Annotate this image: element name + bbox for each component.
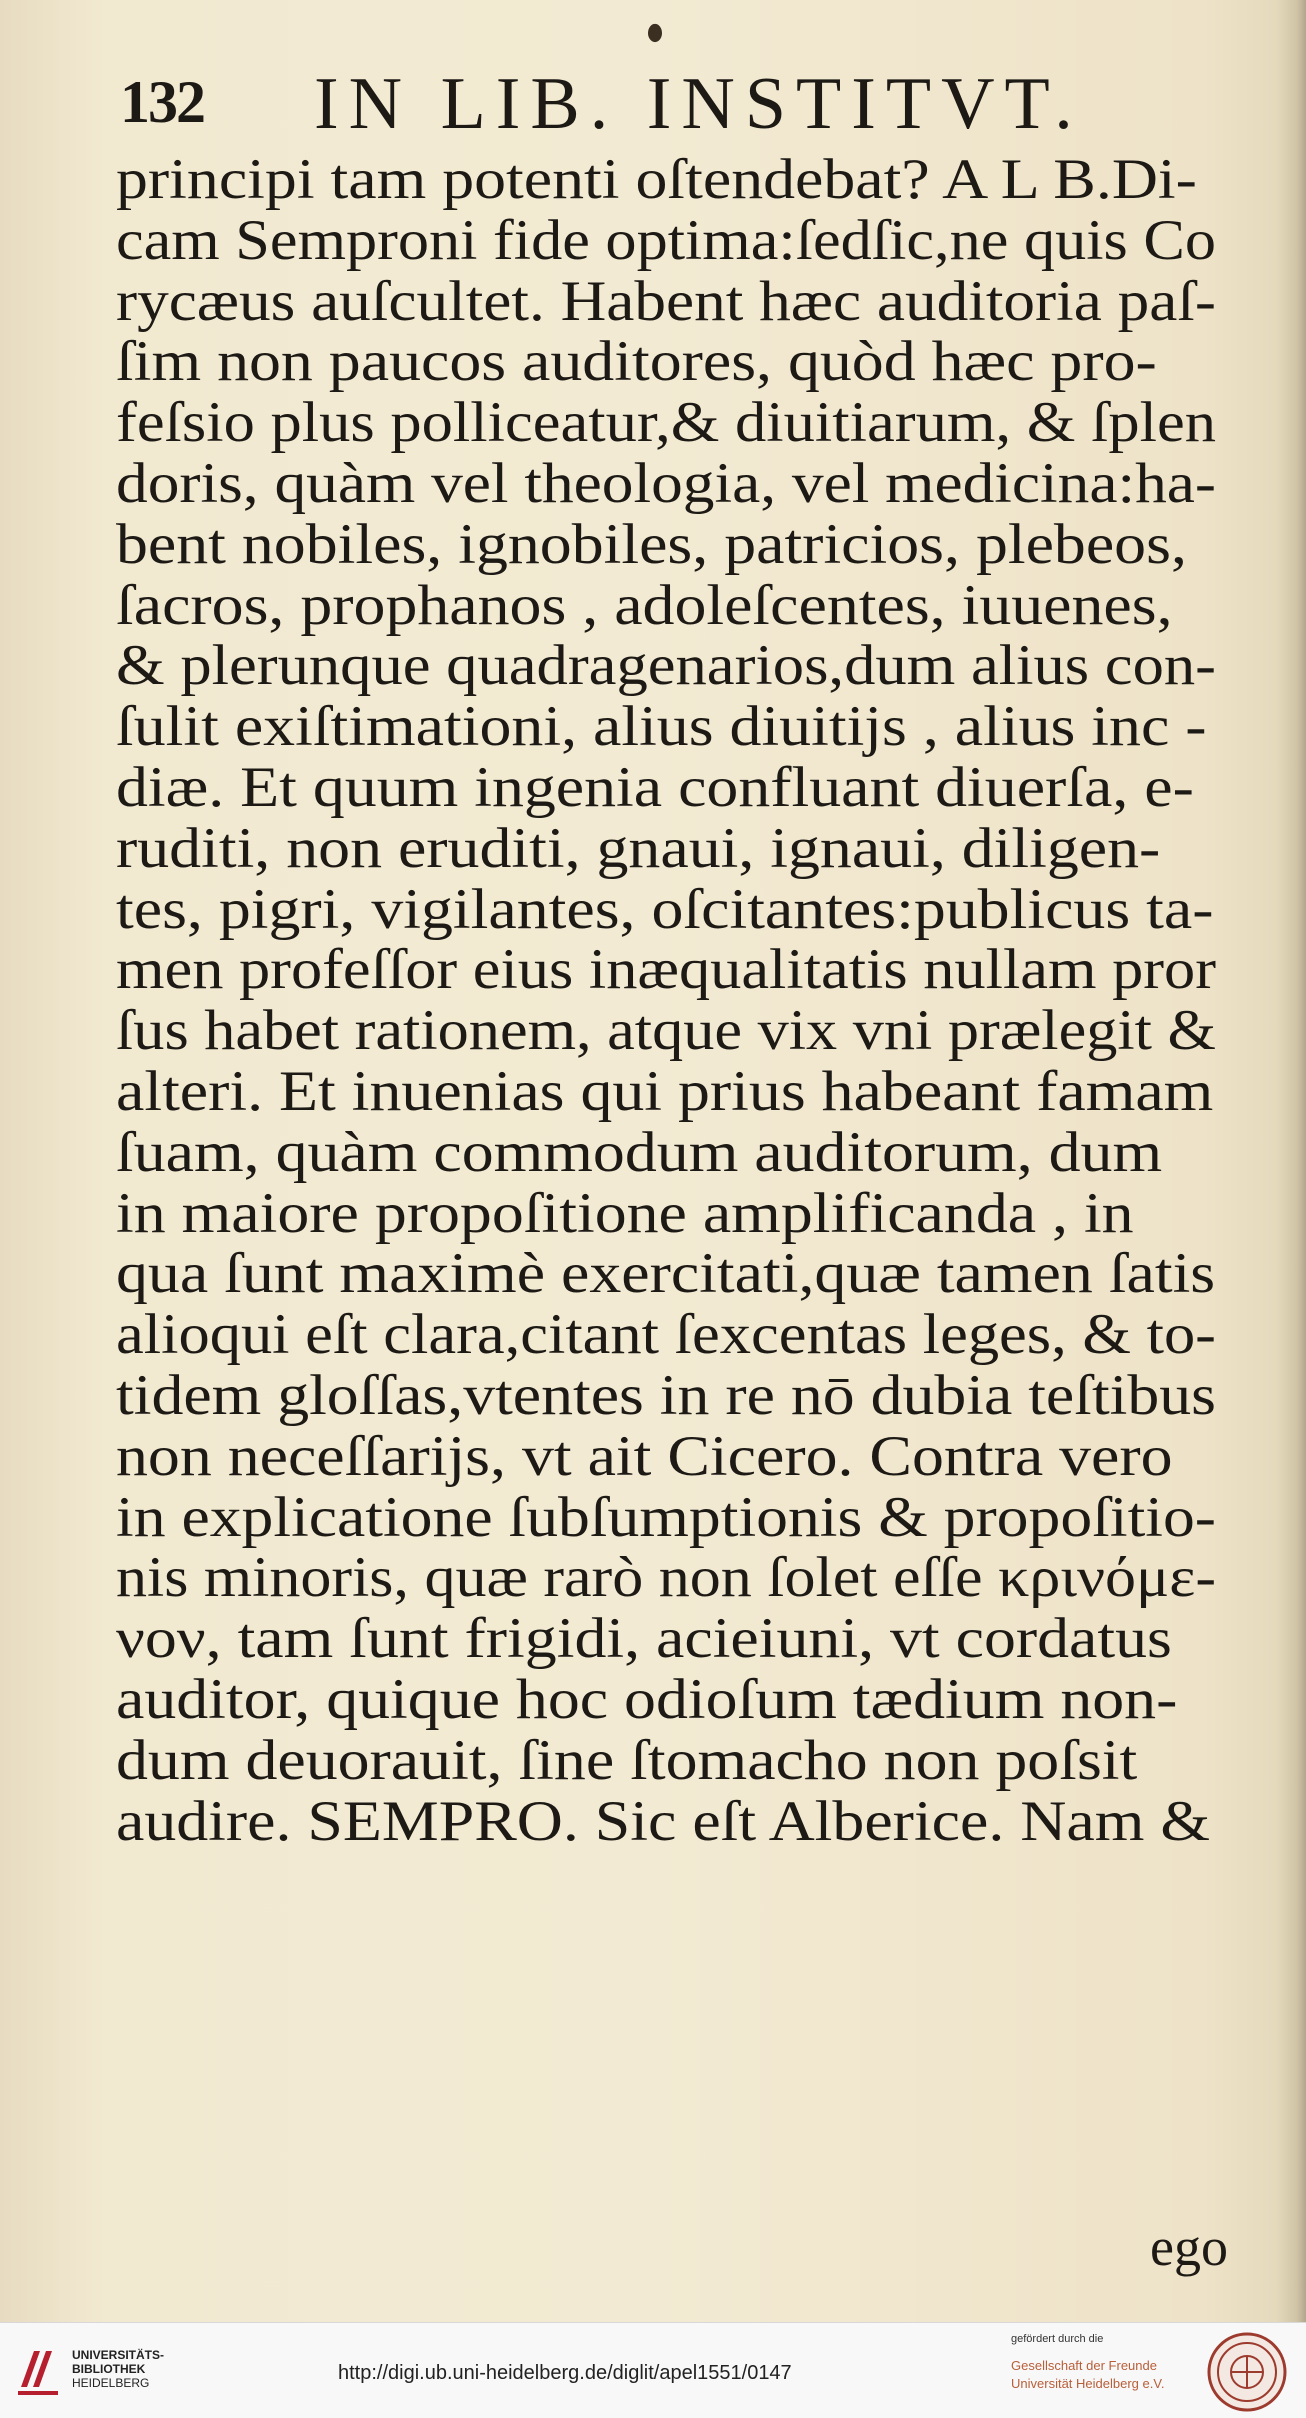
text-line-content: ſim non paucos auditores, quòd hæc pro- (116, 330, 1157, 394)
text-line-content: bent nobiles, ignobiles, patricios, plebeos, (116, 512, 1187, 576)
text-line-content: nis minoris, quæ rarò non ſolet eſſe κρινόμε- (116, 1546, 1216, 1610)
page-header (120, 62, 1240, 146)
text-line (116, 1305, 1266, 1366)
text-line-content: feſsio plus polliceatur,& diuitiarum, & ſplen (116, 391, 1216, 455)
text-line-content: principi tam potenti oſtendebat? A L B.Di- (116, 148, 1197, 211)
text-line (116, 1059, 1266, 1123)
society-name (1011, 2357, 1164, 2393)
text-line (116, 1789, 1266, 1853)
catchword: ego (1150, 2217, 1228, 2277)
library-name (72, 2348, 164, 2390)
text-line-content: ſulit exiſtimationi, alius diuitijs , alius inc - (116, 695, 1207, 759)
text-line-content: auditor, quique hoc odioſum tædium non- (116, 1667, 1178, 1731)
text-line-content: diæ. Et quum ingenia confluant diuerſa, e- (116, 755, 1194, 819)
text-line (116, 755, 1266, 819)
text-line-content: dum deuorauit, ſine ſtomacho non poſsit (116, 1728, 1138, 1792)
text-line (116, 877, 1266, 941)
main-text-block (116, 150, 1266, 1852)
running-title: IN LIB. INSTITVT. (314, 63, 1083, 145)
text-line (116, 940, 1266, 1001)
text-line-content: cam Semproni fide optima:ſedſic,ne quis Co (116, 208, 1216, 272)
text-line (116, 269, 1266, 333)
text-line (116, 1609, 1266, 1670)
text-line-content: alteri. Et inuenias qui prius habeant famam (116, 1059, 1214, 1123)
text-line-content: qua ſunt maximè exercitati,quæ tamen ſatis (116, 1242, 1216, 1306)
text-line (116, 1181, 1266, 1245)
text-line-content: men profeſſor eius inæqualitatis nullam pror (116, 938, 1216, 1002)
text-line (116, 1001, 1266, 1062)
text-line-content: ſus habet rationem, atque vix vni prælegit & (116, 999, 1216, 1063)
supported-by-text: gefördert durch die (1011, 2333, 1104, 2345)
text-line (116, 697, 1266, 758)
university-library-logo-icon (16, 2343, 62, 2397)
text-line (116, 1363, 1266, 1427)
text-line-content: & plerunque quadragenarios,dum alius con- (116, 634, 1216, 698)
text-line-content: ſacros, prophanos , adoleſcentes, iuuenes, (116, 573, 1173, 637)
text-line (116, 451, 1266, 515)
text-line-content: ſuam, quàm commodum auditorum, dum (116, 1120, 1163, 1184)
ink-mark (648, 24, 662, 42)
text-line (116, 512, 1266, 576)
text-line (116, 393, 1266, 454)
text-line-content: audire. SEMPRO. Sic eſt Alberice. Nam & (116, 1789, 1210, 1853)
text-line-content: tes, pigri, vigilantes, oſcitantes:publicus ta- (116, 877, 1214, 941)
text-line (116, 573, 1266, 637)
library-name-line-1: UNIVERSITÄTS- (72, 2348, 165, 2362)
text-line-content: tidem gloſſas,vtentes in re nō dubia teſtibus (116, 1363, 1216, 1427)
text-line (116, 1548, 1266, 1609)
permalink-url[interactable]: http://digi.ub.uni-heidelberg.de/diglit/apel1551/0147 (338, 2362, 792, 2384)
text-line (116, 1485, 1266, 1549)
society-line-2: Universität Heidelberg e.V. (1011, 2376, 1165, 2391)
text-line-content: rycæus auſcultet. Habent hæc auditoria paſ- (116, 269, 1216, 333)
society-line-1: Gesellschaft der Freunde (1011, 2358, 1157, 2373)
library-city: HEIDELBERG (72, 2376, 150, 2390)
digitization-footer (0, 2322, 1306, 2418)
text-line-content: νον, tam ſunt frigidi, acieiuni, vt cordatus (116, 1607, 1172, 1671)
text-line (116, 1667, 1266, 1731)
text-line (116, 636, 1266, 697)
text-line (116, 1120, 1266, 1184)
text-line-content: in explicatione ſubſumptionis & propoſitio- (116, 1485, 1216, 1549)
text-line (116, 150, 1266, 211)
text-line (116, 816, 1266, 880)
text-line-content: non neceſſarijs, vt ait Cicero. Contra vero (116, 1424, 1173, 1488)
text-line-content: ruditi, non eruditi, gnaui, ignaui, diligen- (116, 816, 1161, 880)
society-seal-icon (1206, 2331, 1288, 2413)
text-line (116, 1244, 1266, 1305)
text-line (116, 332, 1266, 393)
page-number: 132 (120, 69, 204, 135)
text-line-content: alioqui eſt clara,citant ſexcentas leges, & to- (116, 1303, 1216, 1367)
text-line-content: doris, quàm vel theologia, vel medicina:ha- (116, 451, 1216, 515)
library-name-line-2: BIBLIOTHEK (72, 2362, 146, 2376)
text-line (116, 1424, 1266, 1488)
text-line (116, 208, 1266, 272)
text-line-content: in maiore propoſitione amplificanda , in (116, 1181, 1134, 1245)
text-line (116, 1728, 1266, 1792)
